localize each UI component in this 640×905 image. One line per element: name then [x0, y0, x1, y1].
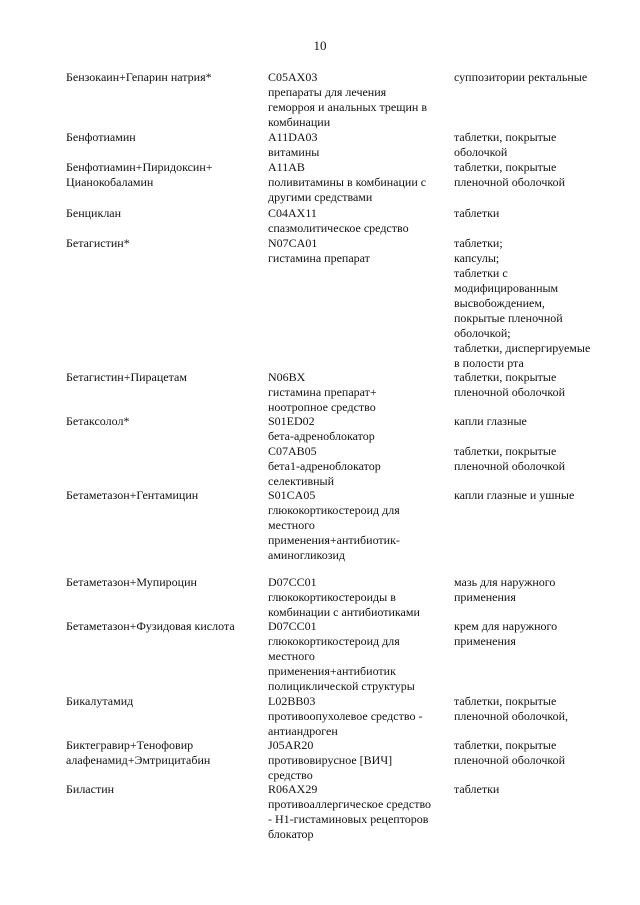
- atc-code: D07CC01: [268, 575, 317, 589]
- pharm-group: глюкокортикостероиды в комбинации с антибиотиками: [268, 590, 420, 619]
- dosage-form: таблетки, покрытые пленочной оболочкой: [454, 444, 566, 473]
- drug-name: Бетаметазон+Мупироцин: [66, 575, 197, 589]
- pharm-group: поливитамины в комбинации с другими средствами: [268, 175, 427, 204]
- dosage-form: капли глазные и ушные: [454, 488, 575, 502]
- atc-code: S01CA05: [268, 488, 316, 502]
- dosage-form: таблетки: [454, 206, 500, 220]
- drug-atc: [268, 488, 448, 563]
- dosage-form: таблетки, покрытые оболочкой: [454, 130, 557, 159]
- atc-code: A11DA03: [268, 130, 318, 144]
- atc-code: N07CA01: [268, 236, 318, 250]
- drug-name: Бетагистин*: [66, 236, 130, 250]
- drug-atc: [268, 782, 448, 842]
- pharm-group: гистамина препарат: [268, 251, 370, 265]
- pharm-group: противовирусное [ВИЧ] средство: [268, 753, 393, 782]
- atc-code: S01ED02: [268, 414, 315, 428]
- pharm-group: препараты для лечения геморроя и анальных трещин в комбинации: [268, 85, 427, 129]
- dosage-form: мазь для наружного применения: [454, 575, 556, 604]
- drug-atc: [268, 130, 448, 160]
- pharm-group: витамины: [268, 145, 320, 159]
- drug-name: Бенциклан: [66, 206, 122, 220]
- dosage-form: таблетки, покрытые пленочной оболочкой: [454, 160, 566, 189]
- drug-name: Бетагистин+Пирацетам: [66, 370, 187, 384]
- dosage-form: капли глазные: [454, 414, 527, 428]
- atc-code: J05AR20: [268, 738, 314, 752]
- pharm-group: спазмолитическое средство: [268, 221, 409, 235]
- drug-atc: [268, 236, 448, 266]
- page-number: 10: [313, 38, 327, 53]
- atc-code: A11AB: [268, 160, 305, 174]
- drug-atc: [268, 206, 448, 236]
- drug-name: Биластин: [66, 782, 115, 796]
- dosage-form: суппозитории ректальные: [454, 70, 588, 84]
- drug-name: Бенфотиамин+Пиридоксин+ Цианокобаламин: [66, 160, 213, 189]
- dosage-form: таблетки, покрытые пленочной оболочкой: [454, 370, 566, 399]
- dosage-form: таблетки; капсулы; таблетки с модифицированным высвобождением, покрытые пленочной оболочкой; таблетки, диспергируемые в полости рта: [454, 236, 591, 370]
- atc-code: C07AB05: [268, 444, 317, 458]
- atc-code: N06BX: [268, 370, 306, 384]
- pharm-group: противоопухолевое средство - антиандроген: [268, 709, 423, 738]
- pharm-group: гистамина препарат+ ноотропное средство: [268, 385, 377, 414]
- dosage-form: крем для наружного применения: [454, 619, 558, 648]
- drug-name: Биктегравир+Тенофовир алафенамид+Эмтрицитабин: [66, 738, 211, 767]
- atc-code: D07CC01: [268, 619, 317, 633]
- drug-atc: [268, 414, 448, 444]
- drug-atc: [268, 444, 448, 489]
- drug-atc: [268, 738, 448, 783]
- drug-atc: [268, 575, 448, 620]
- drug-atc: [268, 694, 448, 739]
- drug-atc: [268, 370, 448, 415]
- pharm-group: глюкокортикостероид для местного применения+антибиотик- аминогликозид: [268, 503, 400, 562]
- drug-name: Бенфотиамин: [66, 130, 136, 144]
- drug-atc: [268, 160, 448, 205]
- atc-code: C05AX03: [268, 70, 318, 84]
- atc-code: C04AX11: [268, 206, 317, 220]
- pharm-group: бета1-адреноблокатор селективный: [268, 459, 381, 488]
- drug-atc: [268, 619, 448, 694]
- pharm-group: бета-адреноблокатор: [268, 429, 375, 443]
- atc-code: R06AX29: [268, 782, 318, 796]
- drug-name: Бетаметазон+Фузидовая кислота: [66, 619, 235, 633]
- drug-name: Бикалутамид: [66, 694, 134, 708]
- drug-name: Бетаксолол*: [66, 414, 130, 428]
- dosage-form: таблетки: [454, 782, 500, 796]
- pharm-group: противоаллергическое средство - H1-гистаминовых рецепторов блокатор: [268, 797, 432, 841]
- dosage-form: таблетки, покрытые пленочной оболочкой: [454, 738, 566, 767]
- dosage-form: таблетки, покрытые пленочной оболочкой,: [454, 694, 569, 723]
- drug-atc: [268, 70, 448, 130]
- pharm-group: глюкокортикостероид для местного применения+антибиотик полициклической структуры: [268, 634, 415, 693]
- atc-code: L02BB03: [268, 694, 316, 708]
- drug-name: Бензокаин+Гепарин натрия*: [66, 70, 212, 84]
- drug-name: Бетаметазон+Гентамицин: [66, 488, 199, 502]
